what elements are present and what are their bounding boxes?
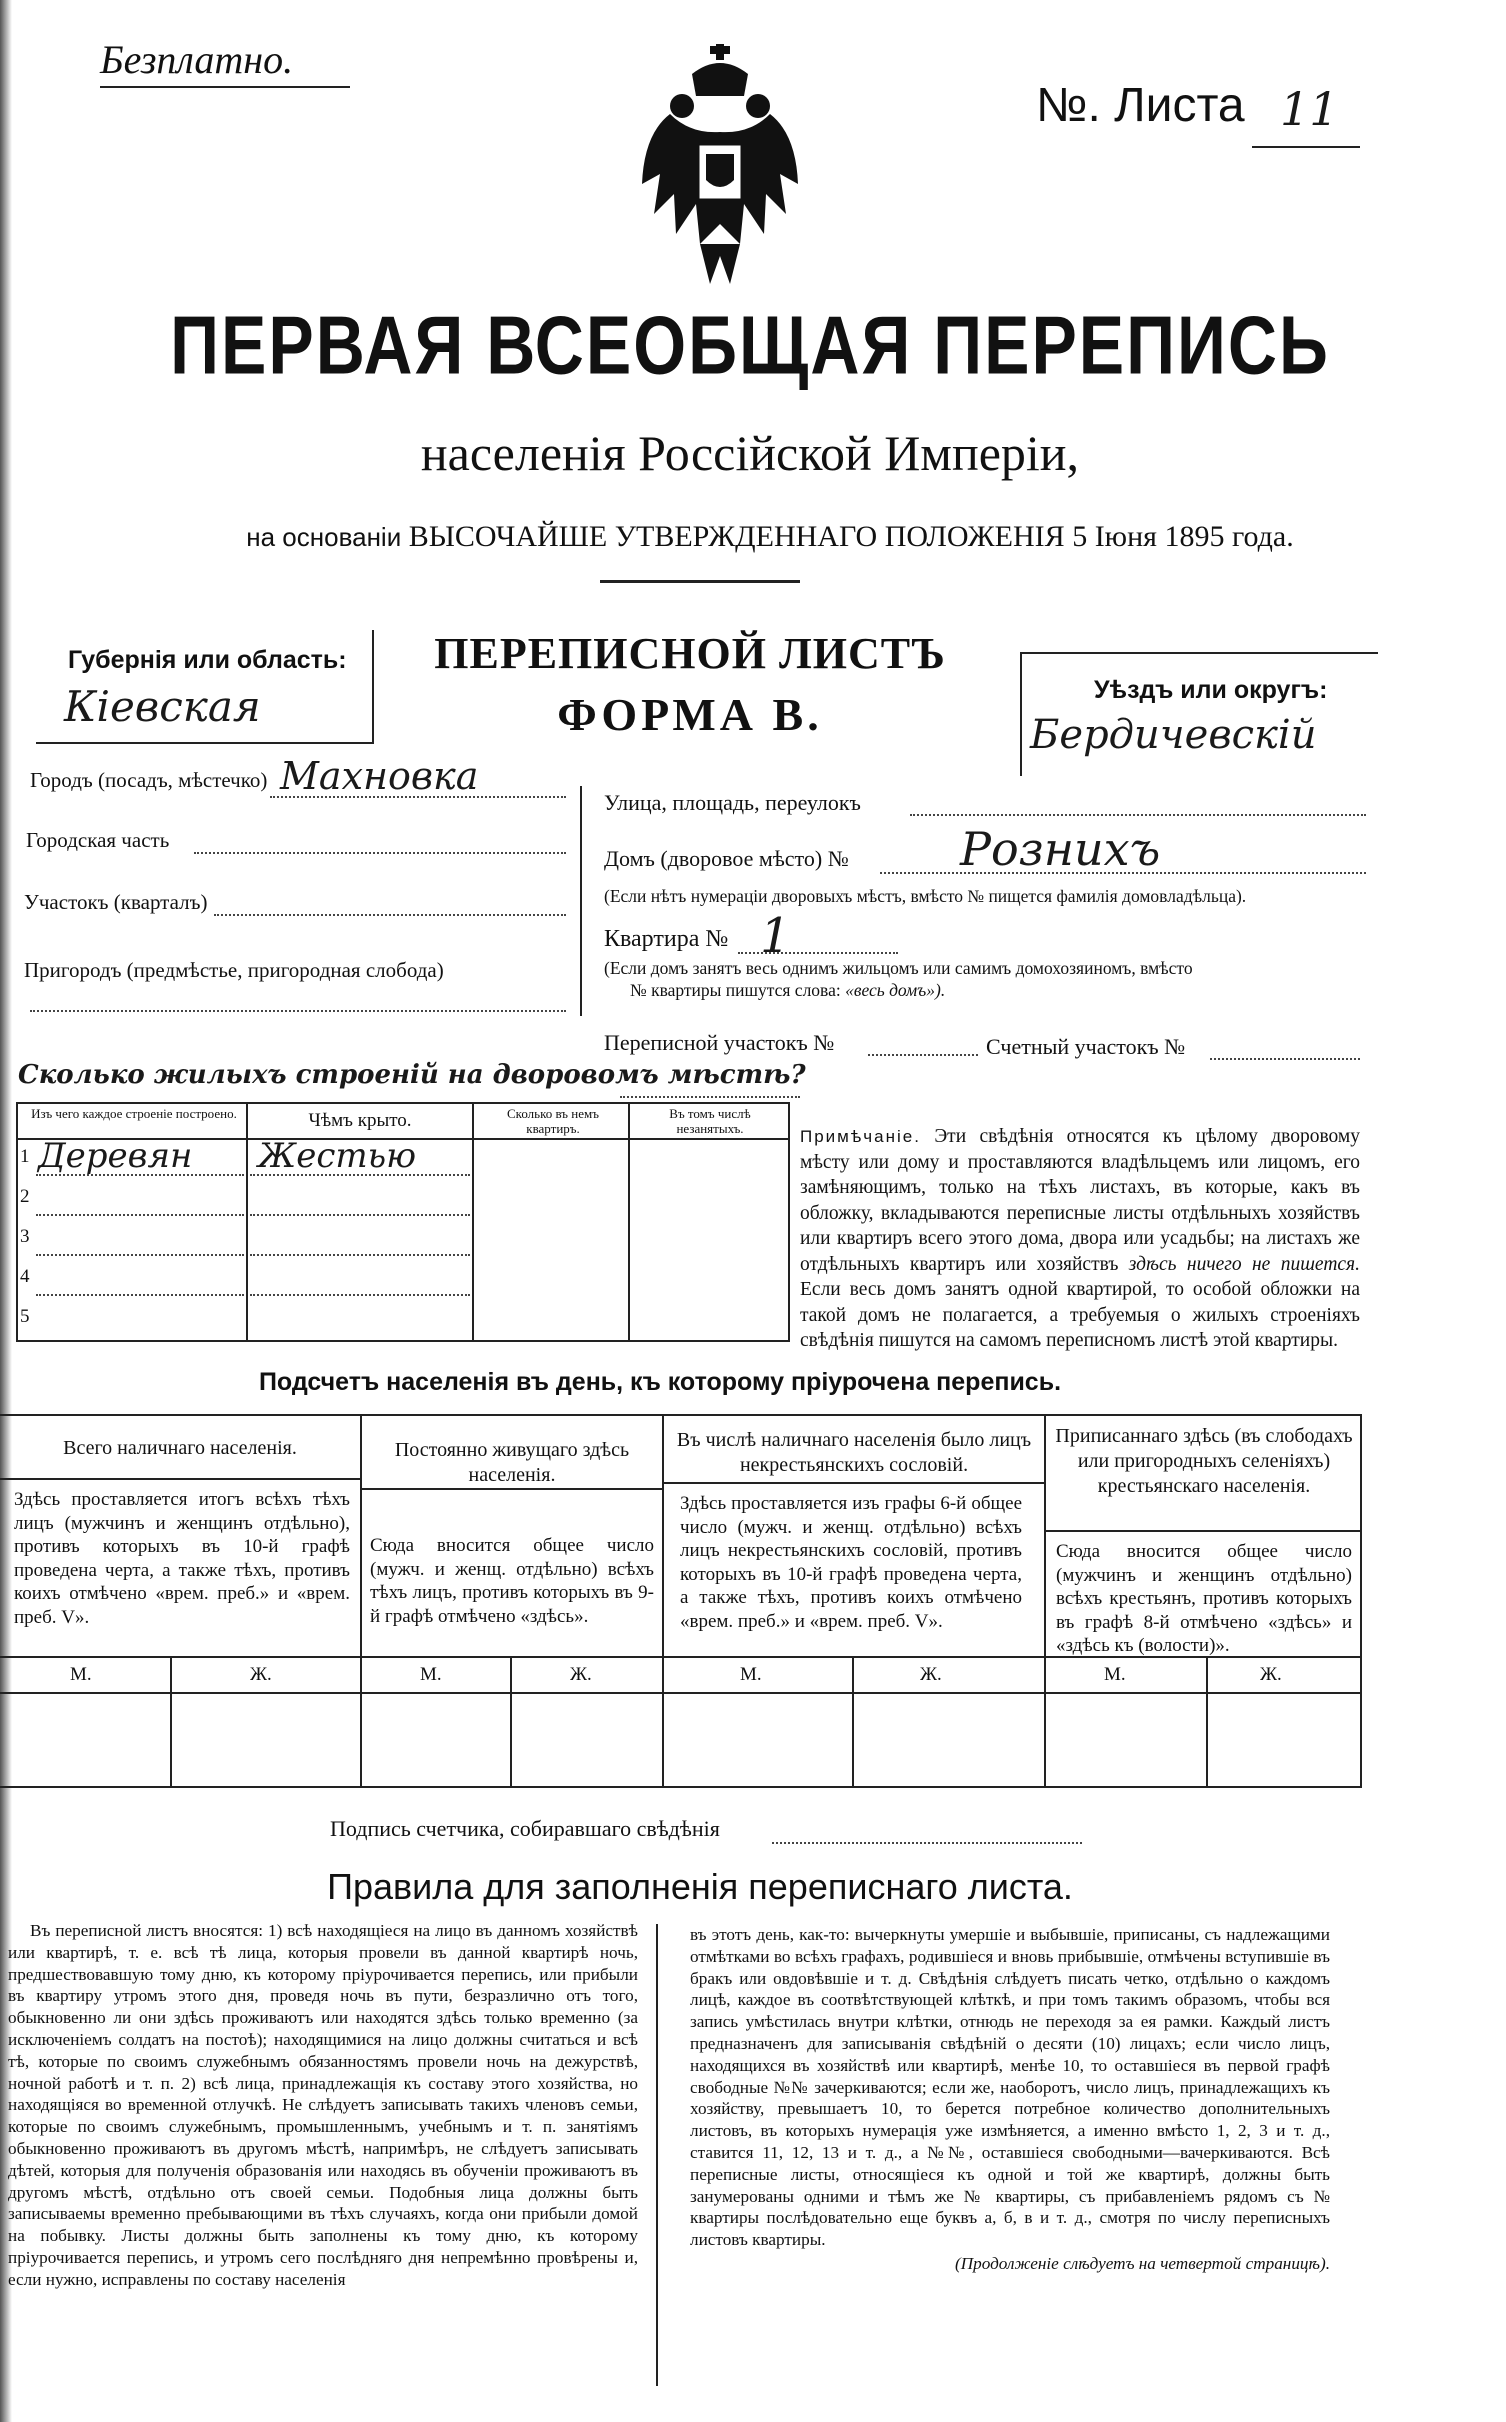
buildings-question-line [620, 1096, 800, 1098]
female-label: Ж. [250, 1664, 272, 1685]
sheet-number-label: №. Листа [1036, 79, 1245, 132]
apartment-note-line2 [630, 980, 945, 1001]
double-headed-eagle-icon [640, 44, 800, 294]
female-label: Ж. [570, 1664, 592, 1685]
house-value: Рознихъ [960, 822, 1161, 876]
buildings-row-5 [18, 1300, 788, 1340]
city-value: Махновка [280, 754, 479, 798]
free-label: Безплатно. [100, 37, 294, 82]
rules-title: Правила для заполненія переписнаго листа. [327, 1866, 1073, 1907]
house-label: Домъ (дворовое мѣсто) № [604, 846, 849, 871]
rules-right-column [690, 1924, 1330, 2275]
buildings-header-material: Изъ чего каждое строеніе построено. [31, 1106, 237, 1121]
tally-text-peasants: Сюда вносится общее число (мужчинъ и женщинъ отдѣльно) всѣхъ крестьянъ, противъ которыхъ въ графѣ 8-й отмѣчено «здѣсь» и «здѣсь къ (волости)». [1056, 1541, 1352, 1656]
census-district-label: Переписной участокъ № [604, 1030, 835, 1055]
row-number: 5 [20, 1306, 30, 1327]
buildings-note [800, 1124, 1360, 1354]
rules-divider [656, 1924, 658, 2386]
tally-head-rule-4 [1046, 1530, 1360, 1532]
mf-divider [1206, 1658, 1208, 1786]
city-part-line [194, 852, 566, 854]
district-label: Участокъ (кварталъ) [24, 890, 208, 914]
apartment-label: Квартира № [604, 926, 729, 952]
tally-head-rule-3 [664, 1482, 1044, 1484]
suburb-label: Пригородъ (предмѣстье, пригородная слобода) [24, 958, 444, 982]
census-district-line [868, 1054, 978, 1056]
form-title-line2: ФОРМА В. [557, 689, 823, 740]
row-line [250, 1294, 470, 1296]
house-note: (Если нѣтъ нумераціи дворовыхъ мѣстъ, вмѣсто № пищется фамилія домовладѣльца). [604, 886, 1247, 906]
note-title: Примѣчаніе. [800, 1127, 921, 1146]
title-rule [600, 580, 800, 583]
row-line [36, 1294, 244, 1296]
apartment-note-2: № квартиры пишутся слова: [630, 980, 841, 1000]
tally-head-rule-2 [362, 1488, 662, 1490]
street-label: Улица, площадь, переулокъ [604, 790, 861, 815]
rules-right-text: въ этотъ день, как-то: вычеркнуты умершіе и выбывшіе, приписаны, съ надлежащими отмѣтками во всѣхъ графахъ, родившіеся и вновь прибывшіе, отмѣчены вступившіе въ бракъ или овдовѣвшіе и т. д. Свѣдѣнія слѣдуетъ писать четко, отдѣльно о каждомъ лицѣ, каждое въ соотвѣтствующей клѣткѣ, и при томъ такимъ образомъ, чтобы вся запись умѣстилась внутри клѣтки, отнюдь не переходя за ея рамки. Каждый листъ предназначенъ для записыванія свѣдѣній о десяти (10) лицахъ; если число лицъ, находящихся въ хозяйствѣ или квартирѣ, менѣе 10, то оставшіеся въ первой графѣ свободные №№ зачеркиваются; если же, наоборотъ, число лицъ, принадлежащихъ къ хозяйству, превышаетъ 10, то берется потребное количество дополнительныхъ листовъ, въ которыхъ нумерація уже измѣняется, а именно вмѣсто 1, 2, 3 и т. д., ставится 11, 12, 13 и т. д., а №№, оставшіеся свободными—вачеркиваются. Всѣ переписные листы, относящіеся къ одной и той же квартирѣ, должны быть занумерованы одними и тѣмъ же № квартиры, съ прибавленіемъ рядомъ съ № квартиры послѣдовательно еще буквъ а, б, в и т. д., смотря по числу переписныхъ листовъ квартиры. [690, 1925, 1330, 2250]
tally-text-permanent: Сюда вносится общее число (мужч. и женщ. отдѣльно) всѣхъ тѣхъ лицъ, противъ которыхъ въ 9-й графѣ отмѣчено «здѣсь». [370, 1535, 654, 1627]
row-line [250, 1174, 470, 1176]
buildings-header-vacant: Въ томъ числѣ незанятыхъ. [669, 1106, 751, 1136]
mf-divider [852, 1658, 854, 1786]
uezd-label: Уѣздъ или округъ: [1094, 676, 1328, 704]
decree-caps: ВЫСОЧАЙШЕ УТВЕРЖДЕННАГО ПОЛОЖЕНІЯ [408, 520, 1065, 553]
uezd-value: Бердичевскій [1030, 712, 1317, 758]
apartment-value: 1 [760, 908, 791, 964]
decree-date: 5 Іюня 1895 года. [1072, 520, 1294, 553]
signature-line [772, 1842, 1082, 1844]
apartment-line [738, 952, 898, 954]
house-line [880, 872, 1366, 874]
street-line [910, 814, 1366, 816]
row-line [36, 1174, 244, 1176]
female-label: Ж. [920, 1664, 942, 1685]
row-number: 4 [20, 1266, 30, 1287]
row-number: 1 [20, 1146, 30, 1167]
counting-district-line [1210, 1058, 1360, 1060]
form-title-line1: ПЕРЕПИСНОЙ ЛИСТЪ [434, 629, 946, 678]
mf-head-rule [0, 1692, 1360, 1694]
buildings-row-3 [18, 1220, 788, 1260]
buildings-row-1 [18, 1136, 788, 1180]
sheet-number-value: 11 [1280, 82, 1339, 136]
mf-divider [170, 1658, 172, 1786]
tally-head-total: Всего наличнаго населенія. [63, 1437, 297, 1459]
tally-mf-row [0, 1658, 1360, 1784]
city-part-label: Городская часть [26, 828, 170, 852]
buildings-row-4 [18, 1260, 788, 1300]
row-line [36, 1254, 244, 1256]
district-line [214, 914, 566, 916]
male-label: М. [420, 1664, 442, 1685]
buildings-header-apartments: Сколько въ немъ квартиръ. [507, 1106, 599, 1136]
row-line [250, 1214, 470, 1216]
buildings-table [16, 1102, 790, 1342]
tally-table [0, 1414, 1362, 1788]
rules-continued: (Продолженіе слѣдуетъ на четвертой страницѣ). [955, 2253, 1330, 2273]
page-title: ПЕРВАЯ ВСЕОБЩАЯ ПЕРЕПИСЬ [170, 299, 1330, 392]
buildings-row-2 [18, 1180, 788, 1220]
note-text-2: Если весь домъ занятъ одной квартирой, то особой обложки на такой домъ не полагается, а требуемыя о жилыхъ строеніяхъ свѣдѣнія пишутся на самомъ переписномъ листѣ этой квартиры. [800, 1279, 1360, 1351]
signature-label: Подпись счетчика, собиравшаго свѣдѣнія [330, 1816, 720, 1841]
city-line [270, 796, 566, 798]
row-number: 3 [20, 1226, 30, 1247]
decree-line [90, 520, 1450, 554]
suburb-line [30, 1010, 566, 1012]
rules-left-text: Въ переписной листъ вносятся: 1) всѣ находящіеся на лицо въ данномъ хозяйствѣ или квартирѣ, т. е. всѣ тѣ лица, которыя провели въ данной квартирѣ ночь, предшествовавшую тому дню, къ которому пріурочивается перепись, или прибыли въ квартиру утромъ этого дня, проведя ночь въ пути, безразлично отъ того, обыкновенно ли они здѣсь проживаютъ или находятся здѣсь только временно (за исключеніемъ солдатъ на постоѣ); находящимися на лицо должны считаться и всѣ тѣ, которые по своимъ служебнымъ обязанностямъ провели ночь на дежурствѣ, ночной работѣ и т. п. 2) всѣ лица, принадлежащія къ составу этого хозяйства, но находящіяся во временной отлучкѣ. Не слѣдуетъ записывать такихъ членовъ семьи, которые по своимъ служебнымъ, промышленнымъ, учебнымъ и т. п. занятіямъ обыкновенно проживаютъ въ другомъ мѣстѣ, напримѣръ, не слѣдуетъ записывать дѣтей, которыя для полученія образованія или находясь въ обученіи проживаютъ въ другомъ мѣстѣ, отдѣльно отъ своей семьи. Подобныя лица должны быть записываемы временно пребывающими въ тѣхъ случаяхъ, когда они прибыли домой на побывку. Листы должны быть заполнены къ тому дню, къ которому пріурочивается перепись, и утромъ сего послѣдняго дня непремѣнно провѣрены и, если нужно, исправлены по составу населенія [8, 1921, 638, 2289]
decree-prefix: на основаніи [246, 522, 402, 552]
tally-head-peasants: Приписаннаго здѣсь (въ слободахъ или пригородныхъ селеніяхъ) крестьянскаго населенія. [1055, 1425, 1353, 1497]
male-label: М. [1104, 1664, 1126, 1685]
tally-head-permanent: Постоянно живущаго здѣсь населенія. [394, 1439, 630, 1486]
address-divider [580, 786, 582, 1016]
rules-left-column [8, 1920, 638, 2291]
guberniya-label: Губернія или область: [68, 646, 347, 674]
female-label: Ж. [1260, 1664, 1282, 1685]
tally-title: Подсчетъ населенія въ день, къ которому пріурочена перепись. [258, 1368, 1062, 1396]
buildings-header-roof: Чѣмъ крыто. [308, 1110, 412, 1131]
apartment-note-1: (Если домъ занятъ весь однимъ жильцомъ или самимъ домохозяиномъ, вмѣсто [604, 958, 1193, 978]
tally-text-total: Здѣсь проставляется итогъ всѣхъ тѣхъ лицъ (мужчинъ и женщинъ отдѣльно), противъ которыхъ въ 10-й графѣ проведена черта, а также тѣхъ, противъ коихъ отмѣчено «врем. преб.» и «врем. преб. V». [14, 1489, 350, 1628]
row-line [36, 1214, 244, 1216]
row-material: Деревян [38, 1136, 193, 1176]
tally-head-nonpeasant: Въ числѣ наличнаго населенія было лицъ некрестьянскихъ сословій. [676, 1429, 1032, 1476]
page-subtitle: населенія Россійской Имперіи, [420, 425, 1080, 481]
city-label: Городъ (посадъ, мѣстечко) [30, 768, 268, 792]
tally-text-nonpeasant: Здѣсь проставляется изъ графы 6-й общее число (мужч. и женщ. отдѣльно) всѣхъ лицъ некрестьянскихъ сословій, противъ которыхъ въ 10-й графѣ проведена черта, а также тѣхъ, противъ коихъ отмѣчено «врем. преб.» и «врем. преб. V». [680, 1493, 1022, 1632]
row-line [250, 1254, 470, 1256]
note-text: Эти свѣдѣнія относятся къ цѣлому дворовому мѣсту или дому и проставляются владѣльцемъ или лицомъ, его замѣняющимъ, только на тѣхъ листахъ, въ которые, какъ въ обложку, вкладываются переписные листы отдѣльныхъ хозяйствъ или квартиръ всего этого дома, двора или усадьбы; на листахъ же отдѣльныхъ квартиръ или хозяйствъ [800, 1126, 1361, 1275]
apartment-note-3: «весь домъ»). [845, 980, 946, 1000]
tally-head-rule-1 [0, 1478, 360, 1480]
male-label: М. [740, 1664, 762, 1685]
buildings-question: Сколько жилыхъ строеній на дворовомъ мѣстѣ? [18, 1060, 806, 1090]
male-label: М. [70, 1664, 92, 1685]
free-underline [100, 86, 350, 88]
note-italic: здѣсь ничего не пишется. [1128, 1253, 1360, 1275]
counting-district-label: Счетный участокъ № [986, 1034, 1186, 1059]
sheet-number-underline [1252, 146, 1360, 148]
guberniya-value: Кіевская [64, 682, 261, 731]
row-roof: Жестью [258, 1136, 417, 1176]
mf-divider [510, 1658, 512, 1786]
row-number: 2 [20, 1186, 30, 1207]
